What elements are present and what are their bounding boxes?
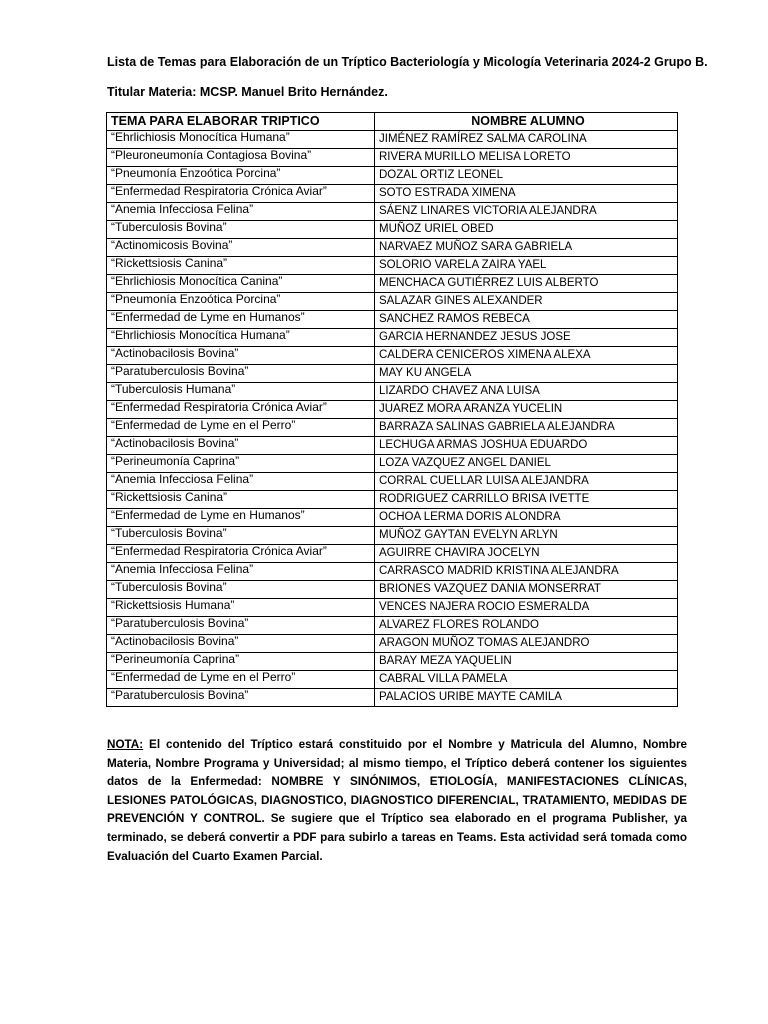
student-cell: NARVAEZ MUÑOZ SARA GABRIELA [375,238,678,256]
student-cell: VENCES NAJERA ROCIO ESMERALDA [375,598,678,616]
table-row [107,400,678,418]
topic-cell: “Rickettsiosis Humana” [107,598,375,616]
topic-cell: “Ehrlichiosis Monocítica Humana” [107,130,375,148]
student-cell: MUÑOZ GAYTAN EVELYN ARLYN [375,526,678,544]
student-cell: GARCIA HERNANDEZ JESUS JOSE [375,328,678,346]
table-row [107,382,678,400]
student-cell: RODRIGUEZ CARRILLO BRISA IVETTE [375,490,678,508]
topic-cell: “Tuberculosis Bovina” [107,580,375,598]
table-row [107,544,678,562]
student-cell: SOTO ESTRADA XIMENA [375,184,678,202]
topic-cell: “Actinobacilosis Bovina” [107,346,375,364]
table-header-row [107,113,678,131]
student-cell: SOLORIO VARELA ZAIRA YAEL [375,256,678,274]
topic-cell: “Ehrlichiosis Monocítica Canina” [107,274,375,292]
topic-cell: “Pleuroneumonía Contagiosa Bovina” [107,148,375,166]
student-cell: CABRAL VILLA PAMELA [375,670,678,688]
topic-cell: “Actinomicosis Bovina” [107,238,375,256]
student-cell: BRIONES VAZQUEZ DANIA MONSERRAT [375,580,678,598]
topic-cell: “Enfermedad Respiratoria Crónica Aviar” [107,544,375,562]
table-row [107,148,678,166]
table-row [107,472,678,490]
topic-cell: “Anemia Infecciosa Felina” [107,202,375,220]
table-row [107,670,678,688]
topic-column-header: TEMA PARA ELABORAR TRIPTICO [107,113,375,131]
topic-cell: “Tuberculosis Humana” [107,382,375,400]
topic-cell: “Tuberculosis Bovina” [107,526,375,544]
topic-cell: “Enfermedad Respiratoria Crónica Aviar” [107,400,375,418]
student-cell: BARAY MEZA YAQUELIN [375,652,678,670]
topic-cell: “Anemia Infecciosa Felina” [107,472,375,490]
table-row [107,616,678,634]
table-row [107,256,678,274]
student-cell: MENCHACA GUTIÉRREZ LUIS ALBERTO [375,274,678,292]
topic-cell: “Enfermedad de Lyme en el Perro” [107,418,375,436]
table-row [107,688,678,706]
table-row [107,274,678,292]
topic-cell: “Pneumonía Enzoótica Porcina” [107,166,375,184]
student-cell: RIVERA MURILLO MELISA LORETO [375,148,678,166]
topic-cell: “Pneumonía Enzoótica Porcina” [107,292,375,310]
student-cell: LECHUGA ARMAS JOSHUA EDUARDO [375,436,678,454]
student-cell: ARAGON MUÑOZ TOMAS ALEJANDRO [375,634,678,652]
table-row [107,580,678,598]
table-row [107,184,678,202]
student-cell: LOZA VAZQUEZ ANGEL DANIEL [375,454,678,472]
student-cell: SANCHEZ RAMOS REBECA [375,310,678,328]
table-row [107,634,678,652]
table-row [107,346,678,364]
table-row [107,130,678,148]
table-row [107,310,678,328]
student-cell: AGUIRRE CHAVIRA JOCELYN [375,544,678,562]
table-row [107,454,678,472]
student-column-header: NOMBRE ALUMNO [375,113,678,131]
student-cell: DOZAL ORTIZ LEONEL [375,166,678,184]
student-cell: PALACIOS URIBE MAYTE CAMILA [375,688,678,706]
student-cell: CALDERA CENICEROS XIMENA ALEXA [375,346,678,364]
topic-cell: “Ehrlichiosis Monocítica Humana” [107,328,375,346]
student-cell: JUAREZ MORA ARANZA YUCELIN [375,400,678,418]
topic-cell: “Enfermedad de Lyme en el Perro” [107,670,375,688]
document-title: Lista de Temas para Elaboración de un Tríptico Bacteriología y Micología Veterinaria 2024-2 Grupo B. [107,55,708,69]
subject-holder: Titular Materia: MCSP. Manuel Brito Hernández. [107,85,388,99]
topic-cell: “Actinobacilosis Bovina” [107,634,375,652]
table-row [107,562,678,580]
table-row [107,508,678,526]
topic-cell: “Tuberculosis Bovina” [107,220,375,238]
table-row [107,220,678,238]
student-cell: SÁENZ LINARES VICTORIA ALEJANDRA [375,202,678,220]
topic-cell: “Enfermedad de Lyme en Humanos” [107,310,375,328]
student-cell: JIMÉNEZ RAMÍREZ SALMA CAROLINA [375,130,678,148]
topics-table [106,112,678,707]
topic-cell: “Perineumonía Caprina” [107,454,375,472]
table-row [107,418,678,436]
topic-cell: “Perineumonía Caprina” [107,652,375,670]
table-row [107,238,678,256]
student-cell: CORRAL CUELLAR LUISA ALEJANDRA [375,472,678,490]
note-label: NOTA: [107,738,144,751]
topic-cell: “Actinobacilosis Bovina” [107,436,375,454]
topic-cell: “Rickettsiosis Canina” [107,490,375,508]
topic-cell: “Paratuberculosis Bovina” [107,616,375,634]
table-row [107,436,678,454]
student-cell: LIZARDO CHAVEZ ANA LUISA [375,382,678,400]
student-cell: CARRASCO MADRID KRISTINA ALEJANDRA [375,562,678,580]
table-row [107,202,678,220]
student-cell: SALAZAR GINES ALEXANDER [375,292,678,310]
table-row [107,292,678,310]
table-row [107,364,678,382]
note-text: El contenido del Tríptico estará constituido por el Nombre y Matricula del Alumno, Nombre Materia, Nombre Programa y Universidad; al mismo tiempo, el Tríptico deberá contener los siguientes datos de la Enfermedad: NOMBRE Y SINÓNIMOS, ETIOLOGÍA, MANIFESTACIONES CLÍNICAS, LESIONES PATOLÓGICAS, DIAGNOSTICO, DIAGNOSTICO DIFERENCIAL, TRATAMIENTO, MEDIDAS DE PREVENCIÓN Y CONTROL. Se sugiere que el Tríptico sea elaborado en el programa Publisher, ya terminado, se deberá convertir a PDF para subirlo a tareas en Teams. Esta actividad será tomada como Evaluación del Cuarto Examen Parcial. [107,738,688,863]
table-row [107,526,678,544]
topic-cell: “Anemia Infecciosa Felina” [107,562,375,580]
student-cell: MUÑOZ URIEL OBED [375,220,678,238]
topic-cell: “Paratuberculosis Bovina” [107,688,375,706]
table-row [107,598,678,616]
table-body [107,130,678,706]
table-row [107,490,678,508]
table-row [107,652,678,670]
topic-cell: “Paratuberculosis Bovina” [107,364,375,382]
table-row [107,166,678,184]
topic-cell: “Rickettsiosis Canina” [107,256,375,274]
note-paragraph [107,736,687,866]
student-cell: BARRAZA SALINAS GABRIELA ALEJANDRA [375,418,678,436]
student-cell: MAY KU ANGELA [375,364,678,382]
student-cell: OCHOA LERMA DORIS ALONDRA [375,508,678,526]
topic-cell: “Enfermedad de Lyme en Humanos” [107,508,375,526]
table-row [107,328,678,346]
student-cell: ALVAREZ FLORES ROLANDO [375,616,678,634]
topic-cell: “Enfermedad Respiratoria Crónica Aviar” [107,184,375,202]
